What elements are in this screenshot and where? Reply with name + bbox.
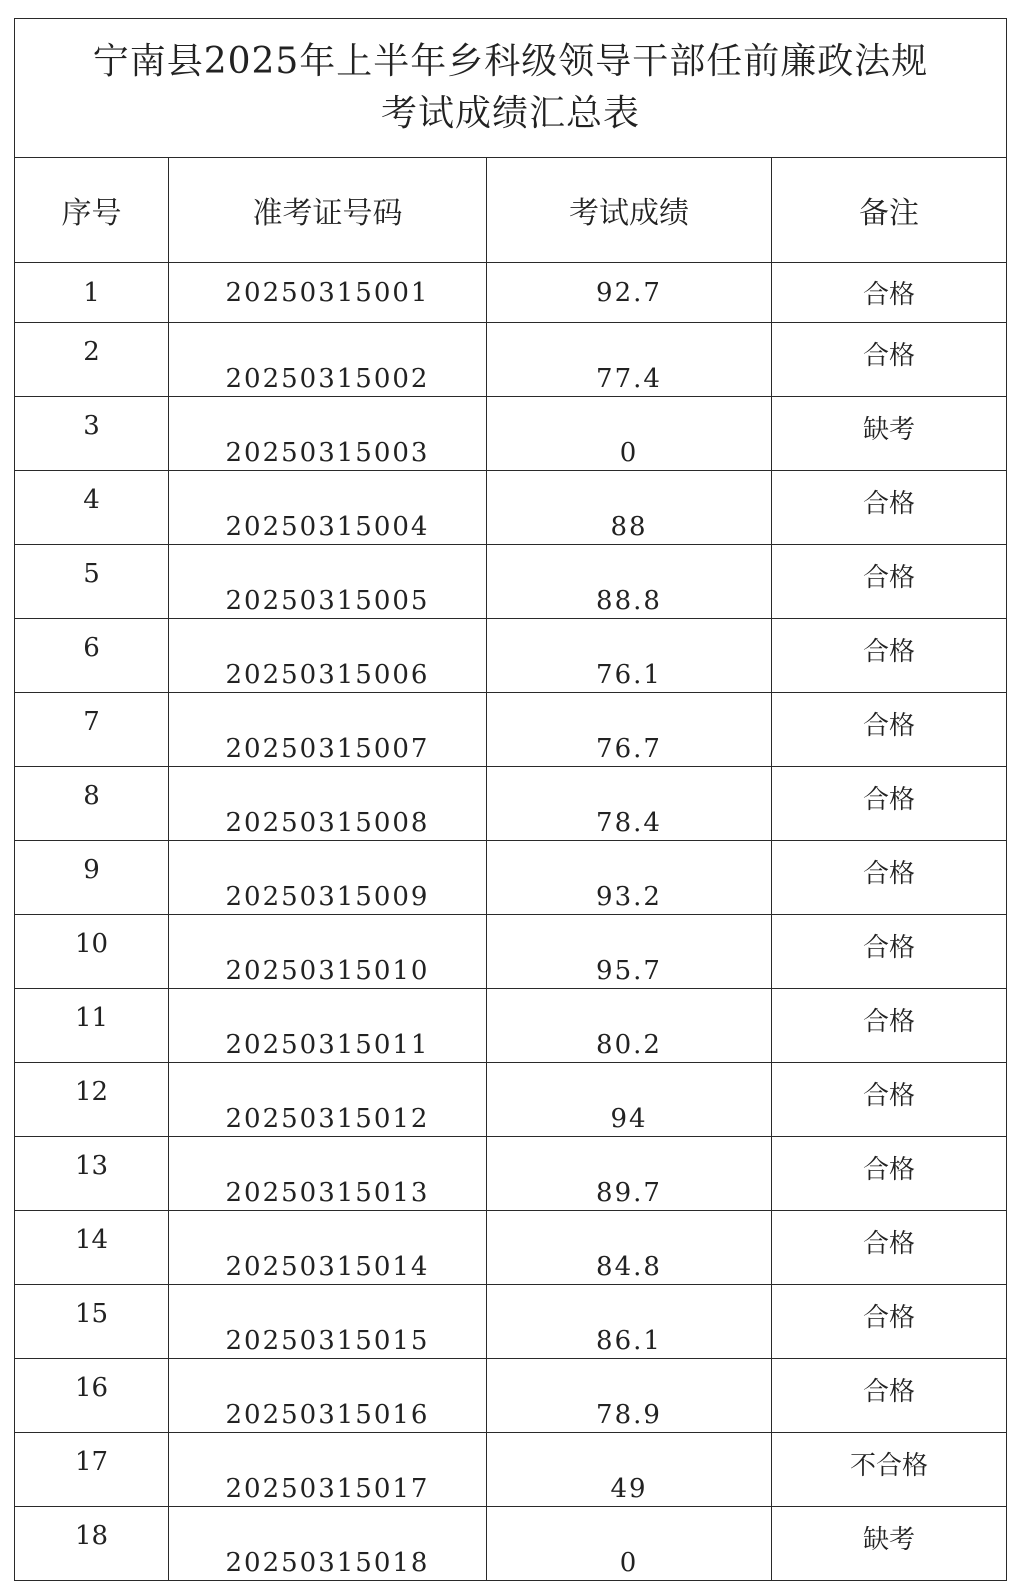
row-note-cell: 合格	[772, 619, 1007, 693]
row-seq-cell: 8	[15, 767, 169, 841]
row-seq-cell: 15	[15, 1285, 169, 1359]
score-table	[14, 18, 1007, 1581]
row-note-cell: 合格	[772, 471, 1007, 545]
table-row	[15, 841, 1007, 915]
row-note-cell: 合格	[772, 263, 1007, 323]
row-seq-cell: 2	[15, 323, 169, 397]
row-ticket-cell: 20250315008	[169, 767, 487, 841]
row-ticket-cell: 20250315009	[169, 841, 487, 915]
title-line-2: 考试成绩汇总表	[380, 93, 640, 134]
row-seq-cell: 9	[15, 841, 169, 915]
row-seq-cell: 5	[15, 545, 169, 619]
row-score-cell: 86.1	[487, 1285, 772, 1359]
table-row	[15, 397, 1007, 471]
row-note-cell: 合格	[772, 989, 1007, 1063]
row-ticket-cell: 20250315014	[169, 1211, 487, 1285]
row-seq-cell: 13	[15, 1137, 169, 1211]
row-score-cell: 94	[487, 1063, 772, 1137]
row-seq-cell: 11	[15, 989, 169, 1063]
table-row	[15, 989, 1007, 1063]
row-ticket-cell: 20250315012	[169, 1063, 487, 1137]
row-ticket-cell: 20250315016	[169, 1359, 487, 1433]
row-seq-cell: 16	[15, 1359, 169, 1433]
row-score-cell: 78.9	[487, 1359, 772, 1433]
row-score-cell: 84.8	[487, 1211, 772, 1285]
row-note-cell: 不合格	[772, 1433, 1007, 1507]
row-score-cell: 78.4	[487, 767, 772, 841]
title-line-1: 宁南县2025年上半年乡科级领导干部任前廉政法规	[92, 41, 929, 82]
row-seq-cell: 6	[15, 619, 169, 693]
table-row	[15, 1285, 1007, 1359]
row-ticket-cell: 20250315004	[169, 471, 487, 545]
row-score-cell: 49	[487, 1433, 772, 1507]
table-row	[15, 1507, 1007, 1581]
row-ticket-cell: 20250315003	[169, 397, 487, 471]
row-ticket-cell: 20250315002	[169, 323, 487, 397]
table-title	[15, 19, 1007, 158]
row-note-cell: 合格	[772, 841, 1007, 915]
row-score-cell: 95.7	[487, 915, 772, 989]
row-seq-cell: 4	[15, 471, 169, 545]
table-row	[15, 471, 1007, 545]
row-note-cell: 合格	[772, 1285, 1007, 1359]
row-note-cell: 合格	[772, 1137, 1007, 1211]
row-note-cell: 合格	[772, 1063, 1007, 1137]
table-row	[15, 915, 1007, 989]
header-ticket-number: 准考证号码	[169, 158, 487, 263]
row-seq-cell: 10	[15, 915, 169, 989]
header-seq: 序号	[15, 158, 169, 263]
row-score-cell: 77.4	[487, 323, 772, 397]
row-score-cell: 89.7	[487, 1137, 772, 1211]
row-note-cell: 合格	[772, 767, 1007, 841]
row-seq-cell: 7	[15, 693, 169, 767]
table-row	[15, 323, 1007, 397]
row-seq-cell: 12	[15, 1063, 169, 1137]
row-ticket-cell: 20250315017	[169, 1433, 487, 1507]
row-note-cell: 合格	[772, 545, 1007, 619]
row-score-cell: 88	[487, 471, 772, 545]
row-note-cell: 缺考	[772, 397, 1007, 471]
row-note-cell: 合格	[772, 915, 1007, 989]
table-row	[15, 263, 1007, 323]
row-ticket-cell: 20250315018	[169, 1507, 487, 1581]
row-score-cell: 88.8	[487, 545, 772, 619]
row-seq-cell: 1	[15, 263, 169, 323]
row-ticket-cell: 20250315010	[169, 915, 487, 989]
table-row	[15, 693, 1007, 767]
row-ticket-cell: 20250315001	[169, 263, 487, 323]
row-score-cell: 92.7	[487, 263, 772, 323]
row-score-cell: 0	[487, 397, 772, 471]
row-ticket-cell: 20250315005	[169, 545, 487, 619]
row-note-cell: 合格	[772, 1211, 1007, 1285]
row-ticket-cell: 20250315006	[169, 619, 487, 693]
row-note-cell: 缺考	[772, 1507, 1007, 1581]
header-row	[15, 158, 1007, 263]
table-row	[15, 1211, 1007, 1285]
table-row	[15, 1359, 1007, 1433]
row-score-cell: 0	[487, 1507, 772, 1581]
row-ticket-cell: 20250315011	[169, 989, 487, 1063]
row-note-cell: 合格	[772, 1359, 1007, 1433]
table-row	[15, 1063, 1007, 1137]
header-score: 考试成绩	[487, 158, 772, 263]
row-seq-cell: 18	[15, 1507, 169, 1581]
row-score-cell: 76.1	[487, 619, 772, 693]
table-row	[15, 545, 1007, 619]
table-row	[15, 1433, 1007, 1507]
row-score-cell: 80.2	[487, 989, 772, 1063]
row-note-cell: 合格	[772, 693, 1007, 767]
row-note-cell: 合格	[772, 323, 1007, 397]
row-seq-cell: 14	[15, 1211, 169, 1285]
row-ticket-cell: 20250315013	[169, 1137, 487, 1211]
table-row	[15, 767, 1007, 841]
row-seq-cell: 17	[15, 1433, 169, 1507]
row-ticket-cell: 20250315007	[169, 693, 487, 767]
row-score-cell: 76.7	[487, 693, 772, 767]
row-seq-cell: 3	[15, 397, 169, 471]
header-note: 备注	[772, 158, 1007, 263]
row-ticket-cell: 20250315015	[169, 1285, 487, 1359]
row-score-cell: 93.2	[487, 841, 772, 915]
table-row	[15, 619, 1007, 693]
table-row	[15, 1137, 1007, 1211]
